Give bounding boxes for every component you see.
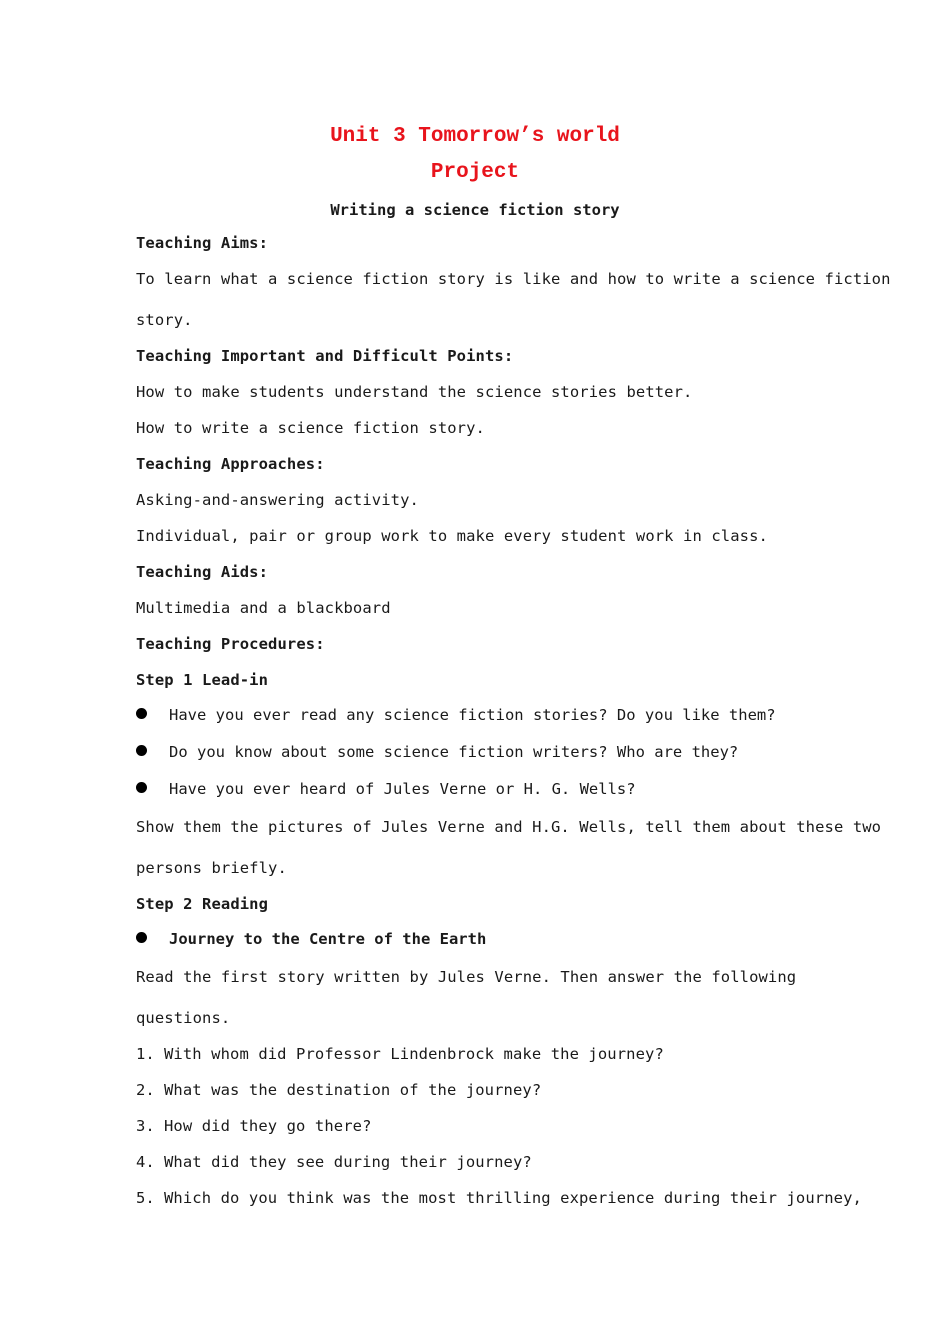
unit-title: Unit 3 Tomorrow’s world (330, 125, 620, 148)
procedures-heading: Teaching Procedures: (136, 635, 325, 653)
aids-heading: Teaching Aids: (136, 563, 269, 581)
points-text-1: How to make students understand the science stories better. (136, 383, 693, 401)
points-text-2: How to write a science fiction story. (136, 419, 485, 437)
step2-read-text-1: Read the first story written by Jules Verne. Then answer the following (136, 968, 797, 986)
approaches-text-2: Individual, pair or group work to make every student work in class. (136, 527, 768, 545)
step2-read-text-2: questions. (136, 1009, 231, 1027)
bullet-icon (136, 708, 147, 719)
approaches-heading: Teaching Approaches: (136, 455, 325, 473)
bullet-icon (136, 745, 147, 756)
approaches-text-1: Asking-and-answering activity. (136, 491, 419, 509)
subtitle: Writing a science fiction story (330, 201, 620, 219)
step2-heading: Step 2 Reading (136, 895, 269, 913)
aims-heading: Teaching Aims: (136, 234, 269, 252)
list-item: Do you know about some science fiction writers? Who are they? (136, 742, 738, 762)
list-item: Have you ever heard of Jules Verne or H. G. Wells? (136, 779, 636, 799)
question-item: 4. What did they see during their journey? (136, 1153, 532, 1171)
aims-text-1: To learn what a science fiction story is like and how to write a science fiction (136, 270, 891, 288)
bullet-icon (136, 932, 147, 943)
bullet-icon (136, 782, 147, 793)
aids-text: Multimedia and a blackboard (136, 599, 391, 617)
step1-show-text-2: persons briefly. (136, 859, 287, 877)
project-title: Project (430, 161, 520, 184)
question-item: 1. With whom did Professor Lindenbrock make the journey? (136, 1045, 664, 1063)
question-item: 5. Which do you think was the most thrilling experience during their journey, (136, 1189, 862, 1207)
question-item: 2. What was the destination of the journey? (136, 1081, 542, 1099)
step1-heading: Step 1 Lead-in (136, 671, 269, 689)
question-item: 3. How did they go there? (136, 1117, 372, 1135)
list-item: Journey to the Centre of the Earth (136, 929, 486, 949)
list-item: Have you ever read any science fiction stories? Do you like them? (136, 705, 776, 725)
points-heading: Teaching Important and Difficult Points: (136, 347, 514, 365)
step1-show-text-1: Show them the pictures of Jules Verne and H.G. Wells, tell them about these two (136, 818, 882, 836)
aims-text-2: story. (136, 311, 193, 329)
